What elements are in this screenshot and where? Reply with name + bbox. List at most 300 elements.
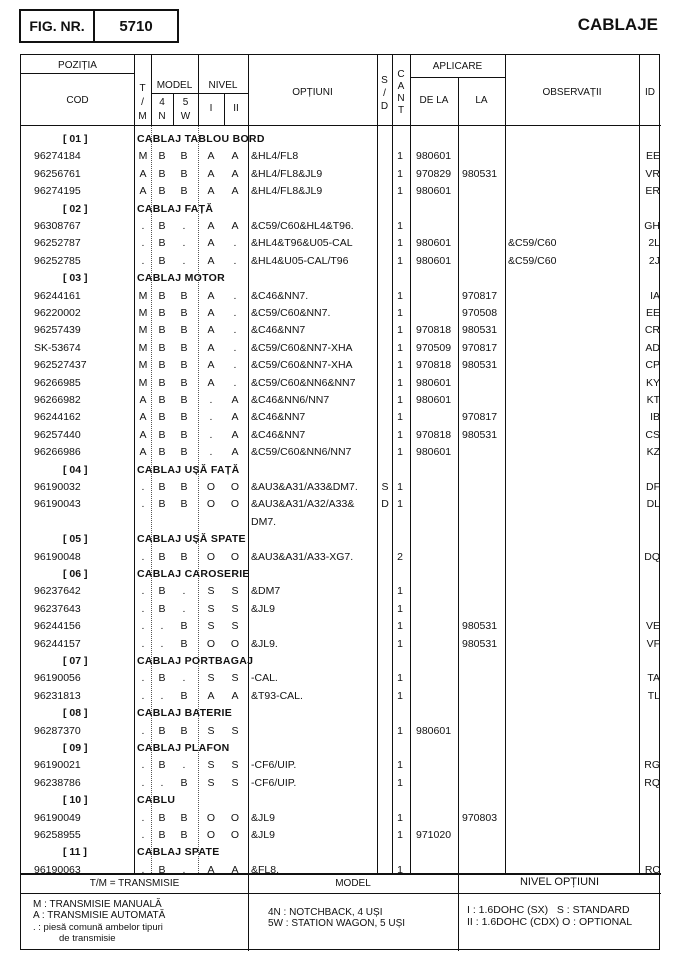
- cell-cantitate: 1: [397, 811, 403, 824]
- cell-optiuni: &AU3&A31/A33&DM7.: [251, 481, 358, 493]
- cell-cantitate: 1: [397, 359, 403, 372]
- cell-observatii: &C59/C60: [508, 254, 557, 267]
- cell-la: 980531: [462, 620, 498, 633]
- cell-nivel-1: A: [207, 237, 215, 250]
- section-number: [ 03 ]: [63, 272, 88, 285]
- cell-de-la: 970509: [416, 341, 452, 354]
- cell-transmisie: .: [141, 550, 145, 563]
- cell-nivel-2: S: [231, 585, 239, 598]
- cell-model-4n: B: [158, 359, 166, 372]
- table-row: [21, 253, 659, 270]
- cell-id: RC: [644, 863, 660, 876]
- cell-model-4n: B: [158, 550, 166, 563]
- cell-model-4n: .: [160, 637, 164, 650]
- cell-cantitate: 1: [397, 150, 403, 163]
- section-number: [ 04 ]: [63, 463, 88, 476]
- cell-la: 970817: [462, 289, 498, 302]
- header-rule: [410, 77, 505, 78]
- cell-transmisie: M: [138, 150, 148, 163]
- cell-cantitate: 1: [397, 620, 403, 633]
- cell-nivel-1: O: [206, 498, 216, 511]
- cell-cod: 96190032: [34, 481, 81, 493]
- cell-model-5w: B: [180, 550, 188, 563]
- cell-cantitate: 1: [397, 289, 403, 302]
- cell-model-4n: B: [158, 759, 166, 772]
- cell-nivel-2: A: [231, 689, 239, 702]
- header-tm-t: T: [139, 83, 146, 94]
- cell-optiuni: &JL9: [251, 602, 275, 615]
- cell-optiuni: &C59/C60&HL4&T96.: [251, 220, 354, 232]
- cell-transmisie: M: [138, 341, 148, 354]
- cell-nivel-2: O: [230, 829, 240, 841]
- cell-nivel-1: O: [206, 637, 216, 650]
- cell-nivel-1: A: [207, 167, 215, 180]
- cell-id: 2L: [648, 237, 660, 250]
- cell-optiuni: &C46&NN7.: [251, 289, 309, 302]
- cell-transmisie: A: [139, 428, 147, 441]
- cell-nivel-2: .: [233, 324, 237, 337]
- cell-id: DL: [646, 498, 660, 511]
- cell-cantitate: 1: [397, 776, 403, 789]
- header-cant-t: T: [397, 105, 405, 116]
- cell-nivel-2: O: [230, 637, 240, 650]
- cell-optiuni: -CF6/UIP.: [251, 759, 297, 772]
- cell-model-5w: B: [180, 620, 188, 633]
- header-nivel-2: II: [233, 103, 239, 114]
- cell-model-4n: B: [158, 724, 166, 737]
- cell-nivel-1: A: [207, 254, 215, 267]
- cell-de-la: 980601: [416, 185, 452, 198]
- table-row: [21, 636, 659, 653]
- cell-cantitate: 1: [397, 376, 403, 389]
- cell-cod: 96252787: [34, 237, 81, 250]
- section-name: CABLAJ PORTBAGAJ: [137, 655, 254, 667]
- table-row: [21, 409, 659, 426]
- legend-nivel-line: I : 1.6DOHC (SX) S : STANDARD: [467, 904, 630, 916]
- cell-model-4n: B: [158, 411, 166, 424]
- cell-optiuni: &C59/C60&NN6/NN7: [251, 446, 352, 459]
- table-row: [21, 496, 659, 513]
- section-name: CABLAJ BATERIE: [137, 707, 233, 720]
- cell-optiuni: &C59/C60&NN7-XHA: [251, 341, 353, 354]
- cell-transmisie: .: [141, 689, 145, 702]
- cell-id: KT: [646, 394, 660, 406]
- header-model-5w: W: [180, 111, 191, 122]
- section-name: CABLAJ PLAFON: [137, 742, 230, 754]
- cell-model-5w: B: [180, 481, 188, 493]
- cell-optiuni: &AU3&A31/A33-XG7.: [251, 550, 354, 563]
- cell-transmisie: .: [141, 672, 145, 685]
- cell-model-4n: B: [158, 237, 166, 250]
- cell-id: CR: [644, 324, 660, 337]
- cell-id: VE: [645, 620, 660, 633]
- header-nivel-1: I: [209, 103, 213, 114]
- cell-nivel-2: A: [231, 150, 239, 163]
- header-optiuni: OPȚIUNI: [292, 87, 333, 98]
- legend-tm-line: M : TRANSMISIE MANUALĂ: [33, 899, 162, 910]
- cell-de-la: 970829: [416, 167, 452, 180]
- cell-optiuni: &JL9.: [251, 637, 278, 650]
- section-name: CABLU: [137, 794, 176, 807]
- cell-sd: S: [381, 481, 389, 493]
- table-row: [21, 810, 659, 827]
- cell-transmisie: .: [141, 724, 145, 737]
- section-row: [21, 270, 659, 287]
- cell-de-la: 980601: [416, 237, 452, 250]
- cell-cantitate: 2: [397, 550, 403, 563]
- cell-transmisie: M: [138, 376, 148, 389]
- legend-nivel-title: NIVEL OPȚIUNI: [519, 876, 600, 888]
- cell-id: ER: [645, 185, 660, 198]
- cell-optiuni: -CAL.: [251, 672, 278, 685]
- cell-optiuni: &HL4/FL8: [251, 150, 299, 163]
- cell-nivel-2: .: [233, 359, 237, 372]
- cell-model-5w: B: [180, 428, 188, 441]
- cell-optiuni: &AU3&A31/A32/A33&: [251, 498, 355, 511]
- legend-tm-line: A : TRANSMISIE AUTOMATĂ: [33, 910, 166, 921]
- cell-nivel-1: A: [207, 185, 215, 198]
- cell-model-5w: B: [180, 185, 188, 198]
- cell-transmisie: .: [141, 481, 145, 493]
- table-row: [21, 305, 659, 322]
- cell-model-4n: B: [158, 289, 166, 302]
- cell-nivel-1: O: [206, 550, 216, 563]
- cell-model-5w: B: [180, 689, 188, 702]
- cell-nivel-2: S: [231, 759, 239, 772]
- cell-cod: 96257439: [34, 324, 81, 337]
- cell-model-5w: B: [180, 776, 188, 789]
- cell-nivel-1: A: [207, 376, 215, 389]
- cell-nivel-1: .: [209, 428, 213, 441]
- table-row: [21, 148, 659, 165]
- cell-nivel-1: A: [207, 307, 215, 319]
- header-rule: [21, 125, 661, 126]
- cell-optiuni: &C59/C60&NN7.: [251, 307, 331, 319]
- legend-tm-line: de transmisie: [59, 933, 116, 944]
- section-number: [ 11 ]: [63, 846, 87, 859]
- cell-model-4n: B: [158, 220, 166, 232]
- section-number: [ 02 ]: [63, 202, 88, 215]
- cell-cantitate: 1: [397, 829, 403, 841]
- header-model-4: 4: [159, 97, 165, 108]
- cell-id: CS: [645, 428, 660, 441]
- table-row: [21, 583, 659, 600]
- cell-cod: 96287370: [34, 724, 81, 737]
- cell-id: GH: [644, 220, 660, 232]
- cell-model-5w: B: [180, 341, 188, 354]
- section-number: [ 08 ]: [63, 707, 88, 720]
- cell-transmisie: .: [141, 829, 145, 841]
- cell-model-4n: B: [158, 672, 166, 685]
- cell-cod: 96190021: [34, 759, 81, 772]
- section-number: [ 06 ]: [63, 568, 88, 580]
- table-row: [21, 235, 659, 252]
- cell-id: EE: [645, 307, 660, 319]
- cell-transmisie: A: [139, 411, 147, 424]
- cell-model-5w: .: [182, 237, 186, 250]
- cell-de-la: 970818: [416, 428, 452, 441]
- cell-transmisie: A: [139, 167, 147, 180]
- cell-nivel-2: .: [233, 376, 237, 389]
- cell-cod: 96237643: [34, 602, 81, 615]
- cell-transmisie: .: [141, 237, 145, 250]
- cell-nivel-2: A: [231, 220, 239, 232]
- cell-nivel-1: O: [206, 811, 216, 824]
- cell-cantitate: 1: [397, 481, 403, 493]
- cell-model-4n: B: [158, 376, 166, 389]
- cell-nivel-2: A: [231, 863, 239, 876]
- cell-optiuni: &C46&NN7: [251, 411, 306, 424]
- table-row: [21, 757, 659, 774]
- cell-model-4n: B: [158, 863, 166, 876]
- cell-de-la: 971020: [416, 829, 452, 841]
- legend-nivel-line: II : 1.6DOHC (CDX) O : OPTIONAL: [467, 916, 633, 928]
- figure-number: 5710: [119, 17, 153, 35]
- section-row: [21, 792, 659, 809]
- cell-cod: 96190063: [34, 863, 81, 876]
- cell-transmisie: A: [139, 185, 147, 198]
- cell-transmisie: .: [141, 602, 145, 615]
- cell-model-5w: B: [180, 150, 188, 163]
- header-cant-n: N: [397, 93, 405, 104]
- cell-model-5w: B: [180, 167, 188, 180]
- cell-transmisie: .: [141, 498, 145, 511]
- cell-id: VF: [646, 637, 660, 650]
- cell-model-4n: B: [158, 185, 166, 198]
- cell-optiuni: &HL4/FL8&JL9: [251, 185, 323, 198]
- cell-cantitate: 1: [397, 394, 403, 406]
- cell-nivel-2: A: [231, 167, 239, 180]
- section-number: [ 10 ]: [63, 794, 88, 807]
- section-row: [21, 462, 659, 479]
- cell-id: DQ: [644, 550, 660, 563]
- cell-model-4n: B: [158, 167, 166, 180]
- section-name: CABLAJ FAȚĂ: [137, 202, 214, 215]
- header-pozitia: POZIȚIA: [58, 60, 97, 71]
- cell-id: 2J: [648, 254, 660, 267]
- section-number: [ 07 ]: [63, 655, 88, 667]
- section-name: CABLAJ MOTOR: [137, 272, 225, 285]
- cell-cantitate: 1: [397, 185, 403, 198]
- cell-cod: 96252785: [34, 254, 81, 267]
- cell-cod: 96231813: [34, 689, 81, 702]
- table-row: [21, 183, 659, 200]
- cell-model-4n: .: [160, 620, 164, 633]
- cell-cod: 96190043: [34, 498, 81, 511]
- cell-nivel-1: A: [207, 150, 215, 163]
- cell-optiuni: &C59/C60&NN6&NN7: [251, 376, 356, 389]
- cell-id: DF: [646, 481, 660, 493]
- cell-optiuni: &HL4&U05-CAL/T96: [251, 254, 349, 267]
- section-row: [21, 566, 659, 583]
- header-dela: DE LA: [419, 95, 449, 106]
- cell-model-5w: .: [182, 759, 186, 772]
- parts-table: [20, 54, 660, 950]
- cell-cantitate: 1: [397, 446, 403, 459]
- cell-cod: 96257440: [34, 428, 81, 441]
- header-sd-slash: /: [383, 88, 386, 99]
- cell-la: 970817: [462, 341, 498, 354]
- cell-de-la: 980601: [416, 376, 452, 389]
- cell-cantitate: 1: [397, 167, 403, 180]
- cell-nivel-2: .: [233, 307, 237, 319]
- cell-cantitate: 1: [397, 254, 403, 267]
- cell-de-la: 980601: [416, 150, 452, 163]
- cell-cantitate: 1: [397, 411, 403, 424]
- cell-id: IA: [650, 289, 660, 302]
- cell-transmisie: .: [141, 585, 145, 598]
- cell-optiuni: &FL8.: [251, 863, 280, 876]
- cell-transmisie: .: [141, 811, 145, 824]
- cell-nivel-2: A: [231, 411, 239, 424]
- cell-cantitate: 1: [397, 498, 403, 511]
- cell-nivel-1: A: [207, 689, 215, 702]
- header-la: LA: [475, 95, 488, 106]
- continuation-row: [21, 514, 659, 531]
- cell-la: 980531: [462, 359, 498, 372]
- cell-optiuni: &JL9: [251, 811, 275, 824]
- cell-model-4n: B: [158, 602, 166, 615]
- cell-nivel-1: A: [207, 324, 215, 337]
- cell-cod: 96244157: [34, 637, 81, 650]
- cell-model-5w: B: [180, 307, 188, 319]
- cell-transmisie: .: [141, 759, 145, 772]
- table-row: [21, 427, 659, 444]
- cell-id: AD: [645, 341, 660, 354]
- section-name: CABLAJ UȘĂ SPATE: [137, 533, 246, 546]
- cell-optiuni: &HL4/FL8&JL9: [251, 167, 323, 180]
- cell-cod: 96274184: [34, 150, 81, 163]
- section-row: [21, 705, 659, 722]
- cell-model-5w: .: [182, 254, 186, 267]
- header-tm-m: M: [138, 111, 147, 122]
- cell-cod: 96220002: [34, 307, 81, 319]
- cell-transmisie: A: [139, 446, 147, 459]
- cell-la: 980531: [462, 167, 498, 180]
- table-row: [21, 357, 659, 374]
- table-row: [21, 688, 659, 705]
- cell-transmisie: M: [138, 307, 148, 319]
- header-cod: COD: [66, 95, 89, 106]
- legend-tm-title: T/M = TRANSMISIE: [89, 878, 180, 889]
- cell-model-4n: B: [158, 428, 166, 441]
- cell-nivel-2: S: [231, 776, 239, 789]
- cell-transmisie: .: [141, 620, 145, 633]
- cell-la: 970817: [462, 411, 498, 424]
- cell-de-la: 970818: [416, 359, 452, 372]
- cell-cantitate: 1: [397, 759, 403, 772]
- cell-cod: SK-53674: [34, 341, 81, 354]
- cell-nivel-2: A: [231, 428, 239, 441]
- cell-model-4n: B: [158, 829, 166, 841]
- cell-model-4n: B: [158, 446, 166, 459]
- cell-model-4n: B: [158, 150, 166, 163]
- figure-number-box: [19, 9, 179, 43]
- cell-nivel-2: .: [233, 341, 237, 354]
- cell-nivel-1: S: [207, 776, 215, 789]
- section-name: CABLAJ TABLOU BORD: [137, 133, 265, 145]
- cell-cantitate: 1: [397, 602, 403, 615]
- cell-cod: 96244156: [34, 620, 81, 633]
- cell-nivel-1: .: [209, 411, 213, 424]
- cell-model-4n: B: [158, 324, 166, 337]
- cell-model-5w: B: [180, 829, 188, 841]
- table-row: [21, 670, 659, 687]
- cell-cod: 96237642: [34, 585, 81, 598]
- cell-nivel-2: S: [231, 724, 239, 737]
- table-row: [21, 444, 659, 461]
- table-row: [21, 827, 659, 844]
- cell-de-la: 980601: [416, 394, 452, 406]
- cell-id: TL: [647, 689, 660, 702]
- cell-model-5w: B: [180, 289, 188, 302]
- cell-cantitate: 1: [397, 585, 403, 598]
- cell-optiuni: &JL9: [251, 829, 275, 841]
- header-observatii: OBSERVAȚII: [542, 87, 602, 98]
- cell-la: 980531: [462, 637, 498, 650]
- cell-cod: 96274195: [34, 185, 81, 198]
- cell-transmisie: .: [141, 254, 145, 267]
- cell-model-5w: B: [180, 411, 188, 424]
- section-row: [21, 201, 659, 218]
- cell-nivel-1: A: [207, 359, 215, 372]
- cell-cantitate: 1: [397, 724, 403, 737]
- cell-optiuni: &T93-CAL.: [251, 689, 303, 702]
- header-cant-a: A: [397, 81, 405, 92]
- footer-rule: [21, 893, 661, 894]
- cell-nivel-2: O: [230, 811, 240, 824]
- cell-observatii: &C59/C60: [508, 237, 557, 250]
- cell-cod: 96256761: [34, 167, 81, 180]
- section-row: [21, 531, 659, 548]
- cell-model-4n: B: [158, 811, 166, 824]
- cell-optiuni: &HL4&T96&U05-CAL: [251, 237, 353, 250]
- header-sd-d: D: [380, 101, 389, 112]
- cell-cod: 96266986: [34, 446, 81, 459]
- cell-nivel-2: A: [231, 185, 239, 198]
- cell-model-5w: B: [180, 637, 188, 650]
- cell-cantitate: 1: [397, 637, 403, 650]
- legend-tm-line: . : piesă comună ambelor tipuri: [33, 922, 163, 933]
- section-name: CABLAJ UȘĂ FAȚĂ: [137, 463, 240, 476]
- section-row: [21, 740, 659, 757]
- cell-model-5w: B: [180, 811, 188, 824]
- cell-cantitate: 1: [397, 672, 403, 685]
- cell-model-4n: B: [158, 585, 166, 598]
- cell-nivel-2: .: [233, 254, 237, 267]
- header-id: ID: [645, 87, 655, 98]
- cell-sd: D: [381, 498, 389, 511]
- cell-optiuni: &C46&NN7: [251, 324, 306, 337]
- cell-cod: 96190048: [34, 550, 81, 563]
- header-sd-s: S: [381, 75, 388, 86]
- table-row: [21, 166, 659, 183]
- header-model-4n: N: [158, 111, 166, 122]
- table-row: [21, 340, 659, 357]
- table-row: [21, 618, 659, 635]
- table-row: [21, 549, 659, 566]
- cell-model-4n: B: [158, 394, 166, 406]
- page-title: CABLAJE: [577, 15, 658, 34]
- cell-optiuni: &C46&NN6/NN7: [251, 394, 330, 406]
- cell-nivel-1: A: [207, 289, 215, 302]
- cell-cod: 96258955: [34, 829, 81, 841]
- cell-nivel-2: .: [233, 289, 237, 302]
- cell-nivel-1: S: [207, 620, 215, 633]
- cell-nivel-1: .: [209, 446, 213, 459]
- section-row: [21, 844, 659, 861]
- cell-la: 980531: [462, 324, 498, 337]
